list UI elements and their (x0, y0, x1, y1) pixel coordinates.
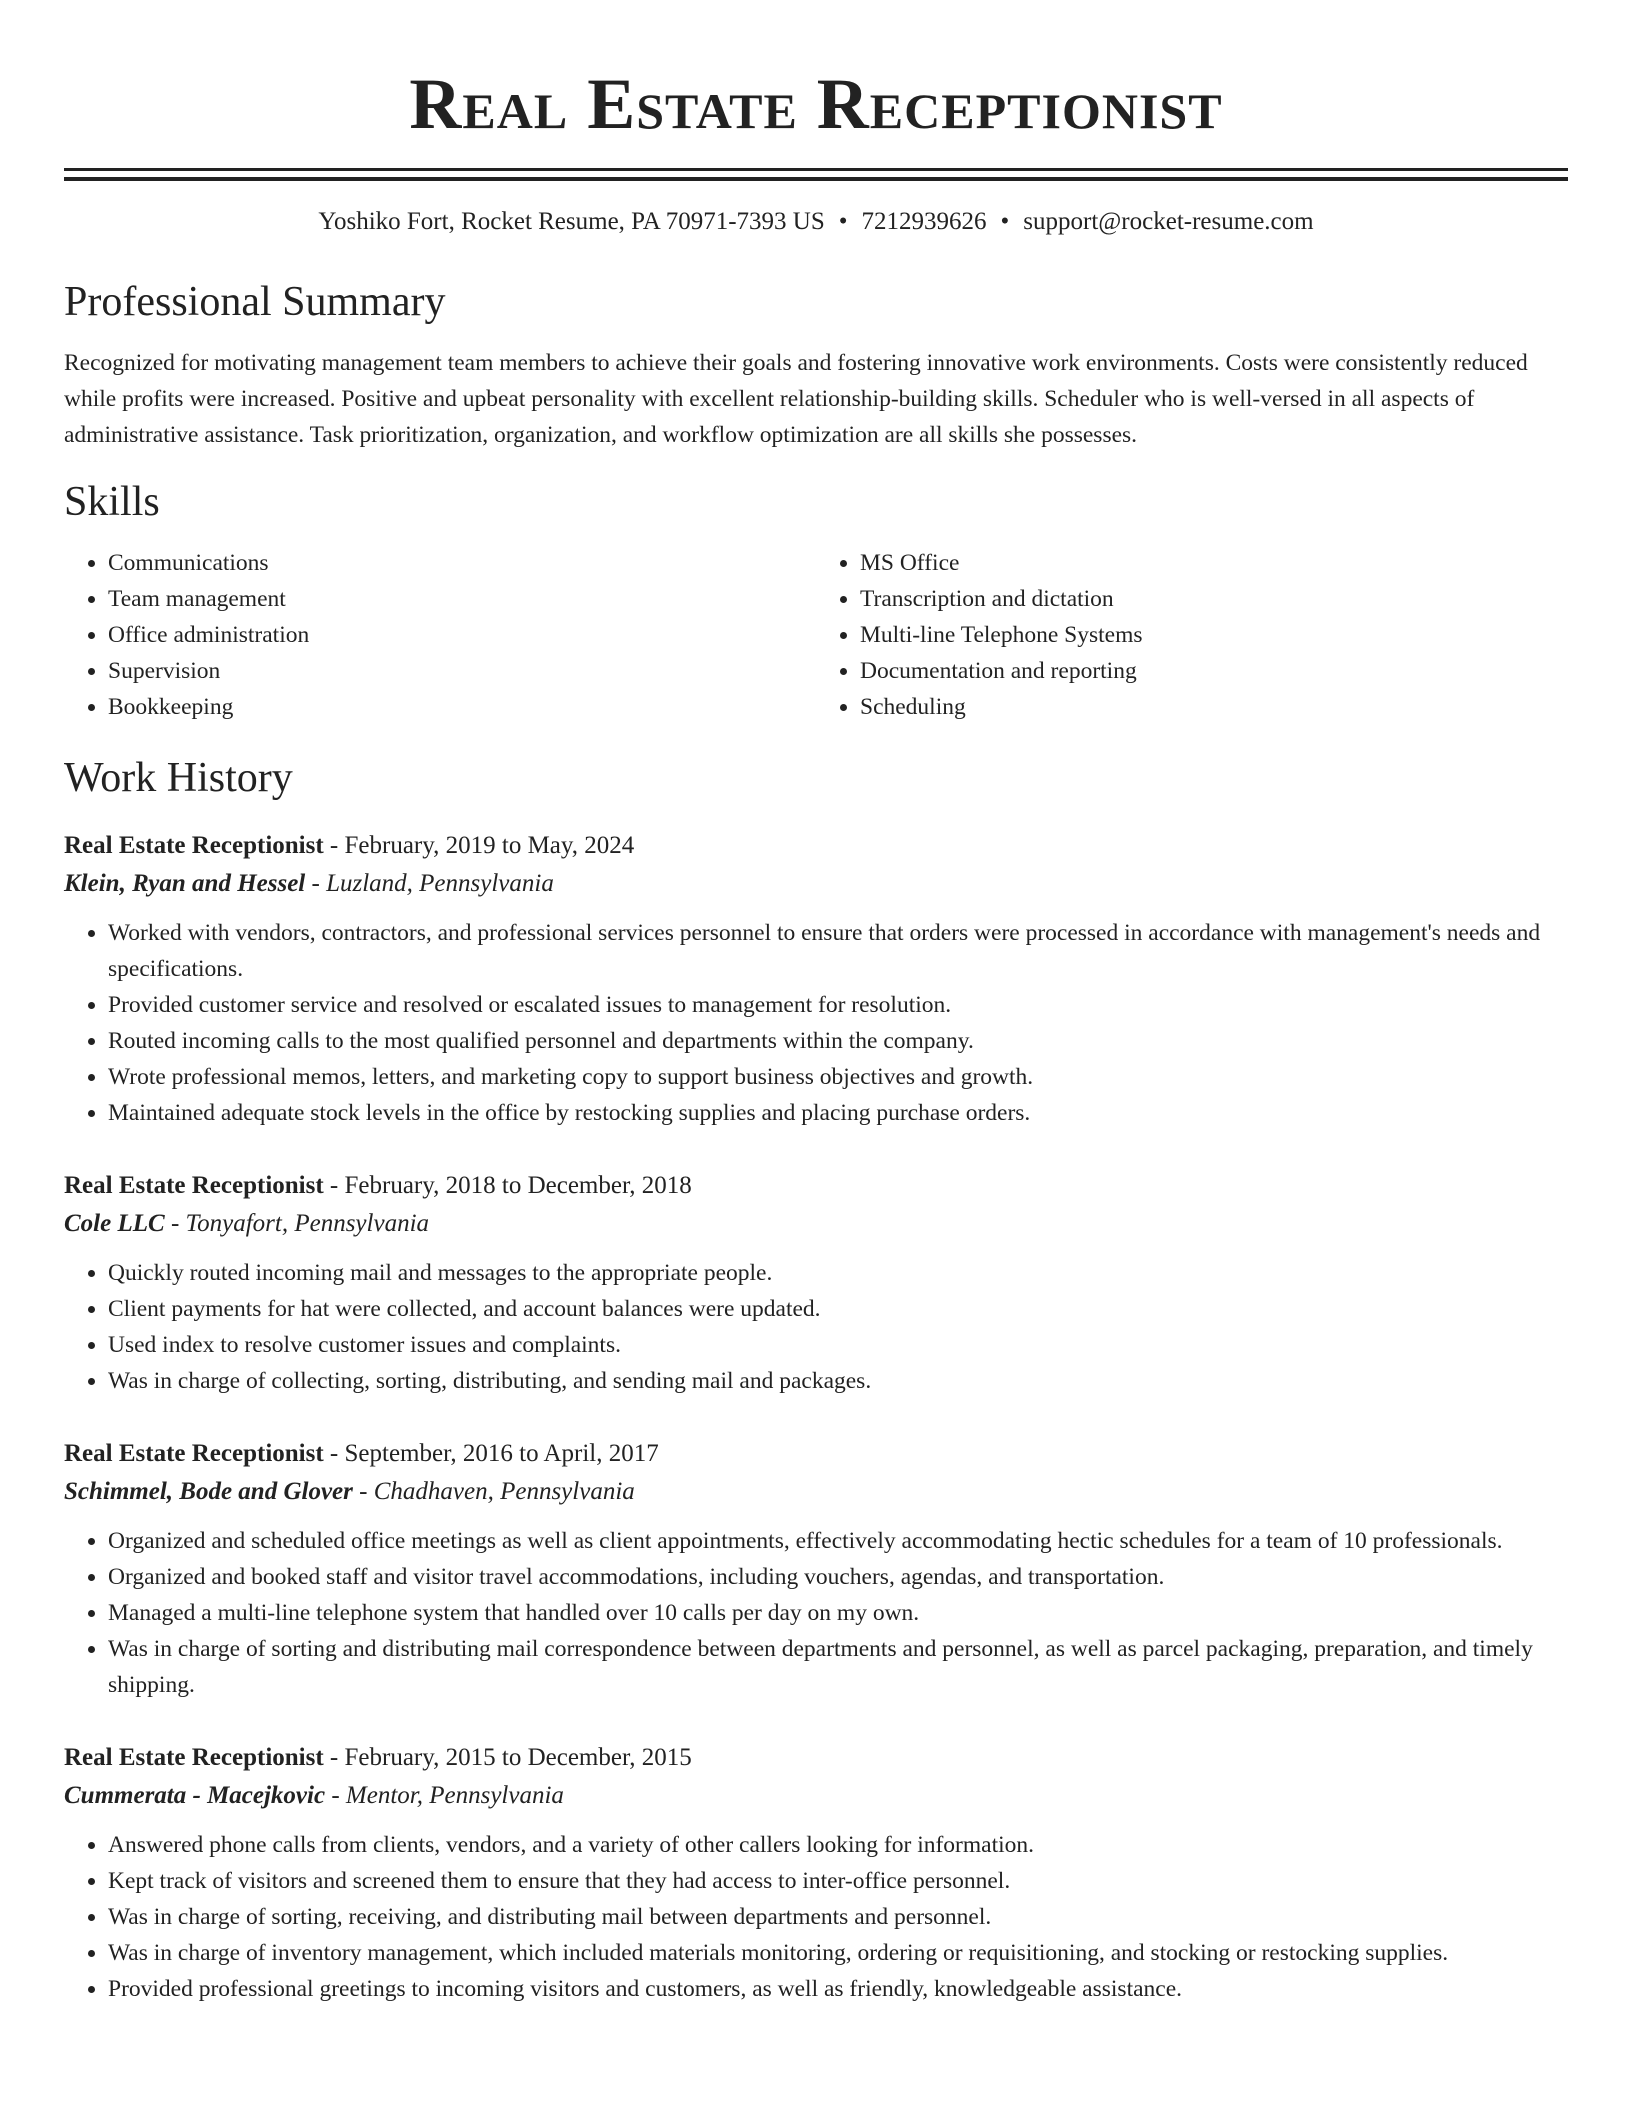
job-bullet: • Provided customer service and resolved or escalated issues to management for resolution. (108, 987, 1568, 1023)
resume-page (64, 0, 1568, 2007)
job-location: - Chadhaven, Pennsylvania (352, 1478, 635, 1505)
job-bullet: • Used index to resolve customer issues and complaints. (108, 1327, 1568, 1363)
job-bullet: • Organized and scheduled office meetings as well as client appointments, effectively accommodating hectic schedules for a team of 10 professionals. (108, 1523, 1568, 1559)
job-bullet: • Maintained adequate stock levels in the office by restocking supplies and placing purchase orders. (108, 1095, 1568, 1131)
skills-list (64, 545, 1568, 725)
skill-item: • Documentation and reporting (860, 653, 1568, 689)
job-dates: - February, 2015 to December, 2015 (323, 1744, 692, 1771)
job-company-line (64, 1205, 1568, 1243)
job-company-line (64, 1473, 1568, 1511)
job-title-line (64, 1739, 1568, 1777)
skill-item: • MS Office (860, 545, 1568, 581)
job-bullet: • Kept track of visitors and screened them to ensure that they had access to inter-office personnel. (108, 1863, 1568, 1899)
contact-phone: 7212939626 (861, 208, 987, 235)
contact-address: Yoshiko Fort, Rocket Resume, PA 70971-7393 US (318, 208, 825, 235)
job-company: Schimmel, Bode and Glover (64, 1478, 353, 1505)
job-bullet: • Was in charge of sorting, receiving, and distributing mail between departments and personnel. (108, 1899, 1568, 1935)
job-bullets (64, 1827, 1568, 2007)
job-company: Cummerata - Macejkovic (64, 1782, 326, 1809)
job-role: Real Estate Receptionist (64, 1172, 324, 1199)
resume-title: Real Estate Receptionist (409, 64, 1223, 144)
skill-item: • Office administration (108, 617, 816, 653)
job-bullet: • Managed a multi-line telephone system that handled over 10 calls per day on my own. (108, 1595, 1568, 1631)
job-bullet: • Quickly routed incoming mail and messages to the appropriate people. (108, 1255, 1568, 1291)
job-bullets (64, 1255, 1568, 1399)
job-bullet: • Organized and booked staff and visitor travel accommodations, including vouchers, agendas, and transportation. (108, 1559, 1568, 1595)
job-entry (64, 1435, 1568, 1703)
job-company: Klein, Ryan and Hessel (64, 870, 306, 897)
skills-heading: Skills (64, 479, 160, 525)
skills-column-right (816, 545, 1568, 725)
job-location: - Luzland, Pennsylvania (305, 870, 554, 897)
job-dates: - September, 2016 to April, 2017 (323, 1440, 659, 1467)
skills-column-left (64, 545, 816, 725)
job-bullet: • Routed incoming calls to the most qualified personnel and departments within the company. (108, 1023, 1568, 1059)
skill-item: • Transcription and dictation (860, 581, 1568, 617)
work-history-heading: Work History (64, 755, 293, 801)
job-dates: - February, 2018 to December, 2018 (323, 1172, 692, 1199)
job-role: Real Estate Receptionist (64, 1440, 324, 1467)
job-entry (64, 1739, 1568, 2007)
job-dates: - February, 2019 to May, 2024 (323, 832, 635, 859)
skill-item: • Team management (108, 581, 816, 617)
job-title-line (64, 1167, 1568, 1205)
skill-item: • Scheduling (860, 689, 1568, 725)
job-bullet: • Was in charge of sorting and distributing mail correspondence between departments and personnel, as well as parcel packaging, preparation, and timely shipping. (108, 1631, 1568, 1703)
job-entry (64, 1167, 1568, 1399)
skill-item: • Communications (108, 545, 816, 581)
summary-heading: Professional Summary (64, 279, 446, 325)
summary-text: Recognized for motivating management team members to achieve their goals and fostering innovative work environments. Costs were consistently reduced while profits were increased. Positive and upbeat personality with excellent relationship-building skills. Scheduler who is well-versed in all aspects of administrative assistance. Task prioritization, organization, and workflow optimization are all skills she possesses. (64, 350, 1528, 448)
contact-separator: • (838, 208, 848, 235)
job-bullet: • Provided professional greetings to incoming visitors and customers, as well as friendly, knowledgeable assistance. (108, 1971, 1568, 2007)
contact-line (64, 205, 1568, 239)
contact-separator: • (1000, 208, 1010, 235)
job-bullet: • Worked with vendors, contractors, and professional services personnel to ensure that orders were processed in accordance with management's needs and specifications. (108, 915, 1568, 987)
job-bullet: • Answered phone calls from clients, vendors, and a variety of other callers looking for information. (108, 1827, 1568, 1863)
contact-email: support@rocket-resume.com (1023, 208, 1314, 235)
job-role: Real Estate Receptionist (64, 832, 324, 859)
job-location: - Tonyafort, Pennsylvania (164, 1210, 430, 1237)
title-divider (64, 168, 1568, 181)
job-bullets (64, 1523, 1568, 1703)
job-title-line (64, 827, 1568, 865)
job-company-line (64, 865, 1568, 903)
job-role: Real Estate Receptionist (64, 1744, 324, 1771)
skill-item: • Multi-line Telephone Systems (860, 617, 1568, 653)
skill-item: • Bookkeeping (108, 689, 816, 725)
job-title-line (64, 1435, 1568, 1473)
job-entry (64, 827, 1568, 1131)
skill-item: • Supervision (108, 653, 816, 689)
job-company-line (64, 1777, 1568, 1815)
job-bullets (64, 915, 1568, 1131)
job-bullet: • Wrote professional memos, letters, and marketing copy to support business objectives and growth. (108, 1059, 1568, 1095)
job-bullet: • Was in charge of collecting, sorting, distributing, and sending mail and packages. (108, 1363, 1568, 1399)
job-location: - Mentor, Pennsylvania (325, 1782, 564, 1809)
job-bullet: • Client payments for hat were collected, and account balances were updated. (108, 1291, 1568, 1327)
job-company: Cole LLC (64, 1210, 165, 1237)
job-bullet: • Was in charge of inventory management, which included materials monitoring, ordering or requisitioning, and stocking or restocking supplies. (108, 1935, 1568, 1971)
